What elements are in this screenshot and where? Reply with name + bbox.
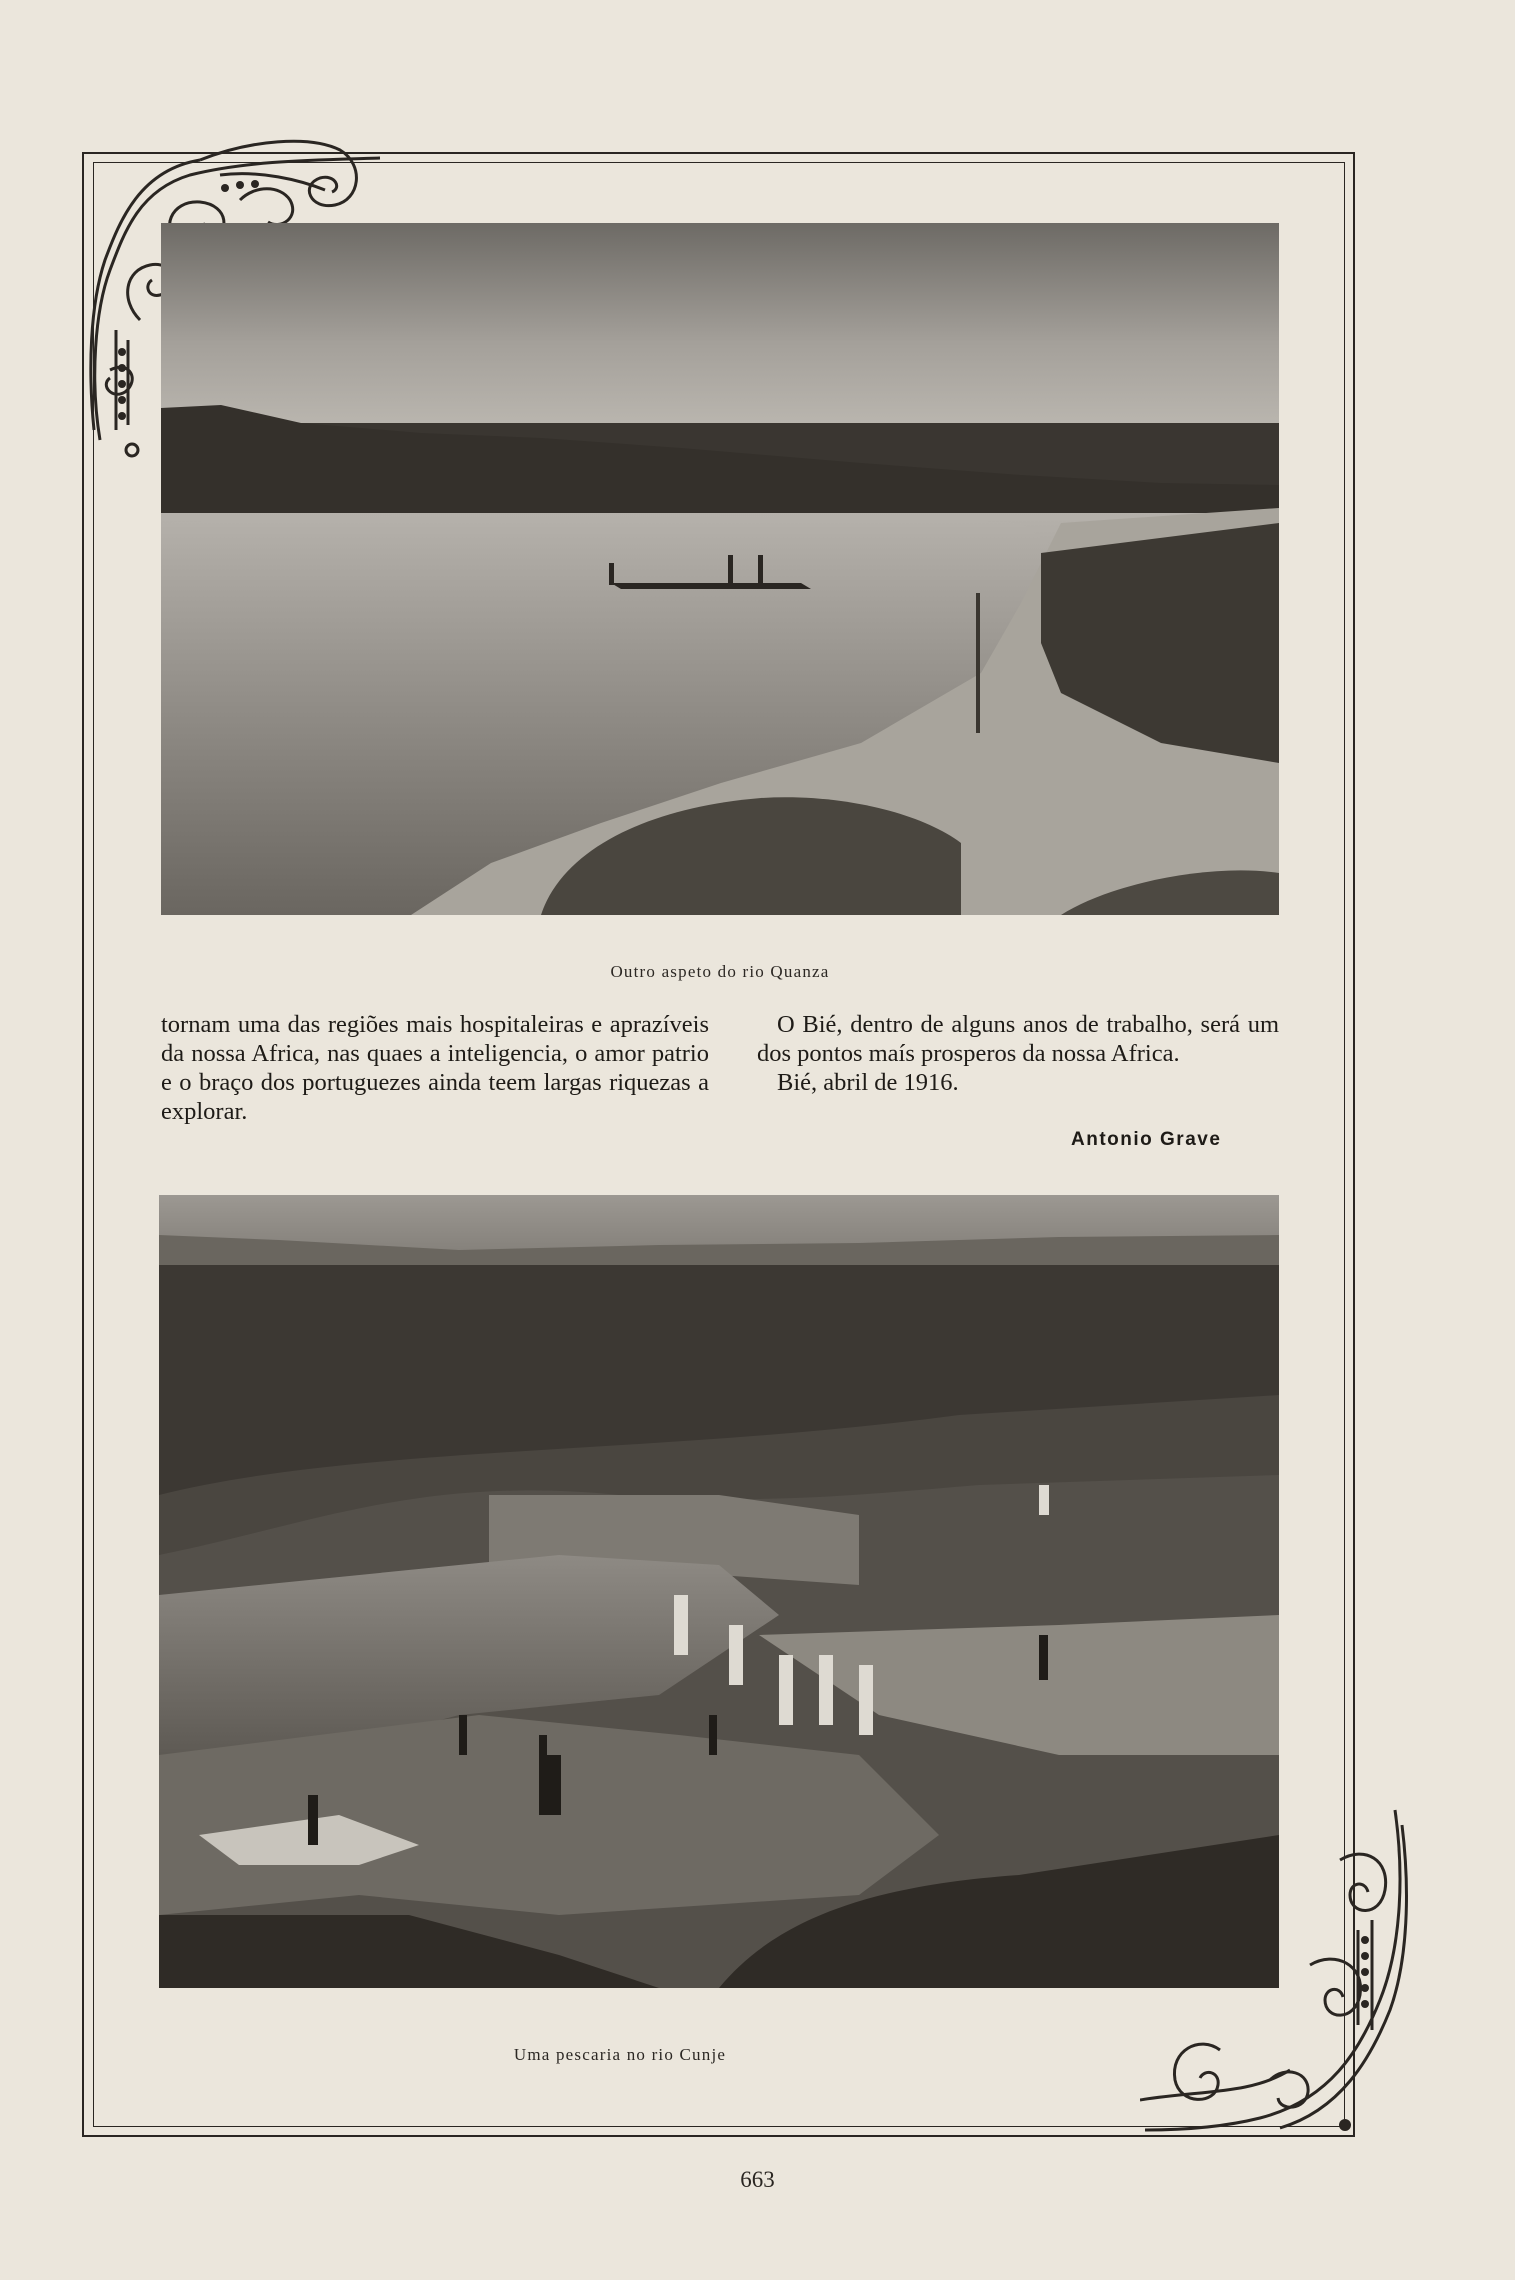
article-right-column <box>757 1010 1279 1097</box>
photo-caption-bottom: Uma pescaria no rio Cunje <box>513 2045 727 2064</box>
photo-river-quanza <box>161 223 1279 915</box>
article-left-paragraph: tornam uma das regiões mais hospitaleiras e aprazíveis da nossa Africa, nas quaes a inteligencia, o amor patrio e o braço dos portuguezes ainda teem largas riquezas a explorar. <box>161 1011 709 1125</box>
page-number: 663 <box>740 2167 775 2192</box>
photo-caption-top: Outro aspeto do rio Quanza <box>610 962 830 981</box>
article-dateline: Bié, abril de 1916. <box>777 1069 959 1096</box>
article-author: Antonio Grave <box>1071 1129 1222 1150</box>
article-right-paragraph: O Bié, dentro de alguns anos de trabalho, será um dos pontos maís prosperos da nossa Africa. <box>757 1011 1279 1067</box>
article-left-column <box>161 1010 709 1126</box>
photo-fishing-cunje <box>159 1195 1279 1988</box>
